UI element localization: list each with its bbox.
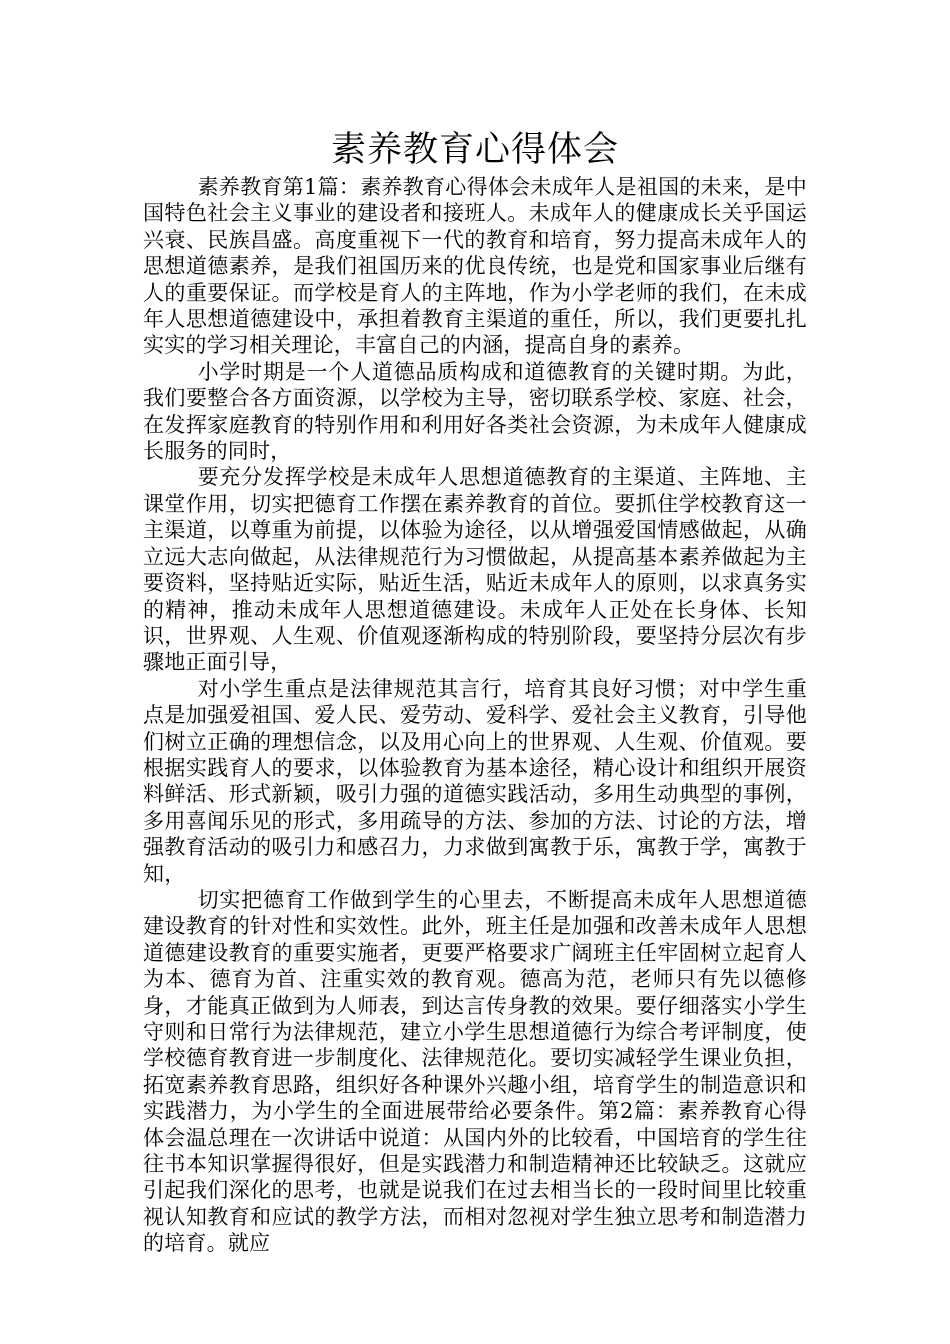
paragraph-1: 素养教育第1篇：素养教育心得体会未成年人是祖国的未来，是中国特色社会主义事业的建设者和接班人。未成年人的健康成长关乎国运兴衰、民族昌盛。高度重视下一代的教育和培育，努力提高未成年人的思想道德素养，是我们祖国历来的优良传统，也是党和国家事业后继有人的重要保证。而学校是育人的主阵地，作为小学老师的我们，在未成年人思想道德建设中，承担着教育主渠道的重任，所以，我们更要扎扎实实的学习相关理论，丰富自己的内涵，提高自身的素养。 (143, 175, 807, 358)
paragraph-2: 小学时期是一个人道德品质构成和道德教育的关键时期。为此，我们要整合各方面资源，以学校为主导，密切联系学校、家庭、社会，在发挥家庭教育的特别作用和利用好各类社会资源，为未成年人健康成长服务的同时， (143, 359, 807, 464)
paragraph-3: 要充分发挥学校是未成年人思想道德教育的主渠道、主阵地、主课堂作用，切实把德育工作摆在素养教育的首位。要抓住学校教育这一主渠道，以尊重为前提，以体验为途径，以从增强爱国情感做起，从确立远大志向做起，从法律规范行为习惯做起，从提高基本素养做起为主要资料，坚持贴近实际，贴近生活，贴近未成年人的原则，以求真务实的精神，推动未成年人思想道德建设。未成年人正处在长身体、长知识，世界观、人生观、价值观逐渐构成的特别阶段，要坚持分层次有步骤地正面引导， (143, 465, 807, 675)
document-page (143, 128, 807, 1257)
paragraph-4: 对小学生重点是法律规范其言行，培育其良好习惯；对中学生重点是加强爱祖国、爱人民、爱劳动、爱科学、爱社会主义教育，引导他们树立正确的理想信念，以及用心向上的世界观、人生观、价值观。要根据实践育人的要求，以体验教育为基本途径，精心设计和组织开展资料鲜活、形式新颖，吸引力强的道德实践活动，多用生动典型的事例，多用喜闻乐见的形式，多用疏导的方法、参加的方法、讨论的方法，增强教育活动的吸引力和感召力，力求做到寓教于乐，寓教于学，寓教于知， (143, 676, 807, 886)
paragraph-5: 切实把德育工作做到学生的心里去，不断提高未成年人思想道德建设教育的针对性和实效性。此外，班主任是加强和改善未成年人思想道德建设教育的重要实施者，更要严格要求广阔班主任牢固树立起育人为本、德育为首、注重实效的教育观。德高为范，老师只有先以德修身，才能真正做到为人师表，到达言传身教的效果。要仔细落实小学生守则和日常行为法律规范，建立小学生思想道德行为综合考评制度，使学校德育教育进一步制度化、法律规范化。要切实减轻学生课业负担，拓宽素养教育思路，组织好各种课外兴趣小组，培育学生的制造意识和实践潜力，为小学生的全面进展带给必要条件。第2篇：素养教育心得体会温总理在一次讲话中说道：从国内外的比较看，中国培育的学生往往书本知识掌握得很好，但是实践潜力和制造精神还比较缺乏。这就应引起我们深化的思考，也就是说我们在过去相当长的一段时间里比较重视认知教育和应试的教学方法，而相对忽视对学生独立思考和制造潜力的培育。就应 (143, 887, 807, 1256)
document-title: 素养教育心得体会 (330, 130, 619, 170)
